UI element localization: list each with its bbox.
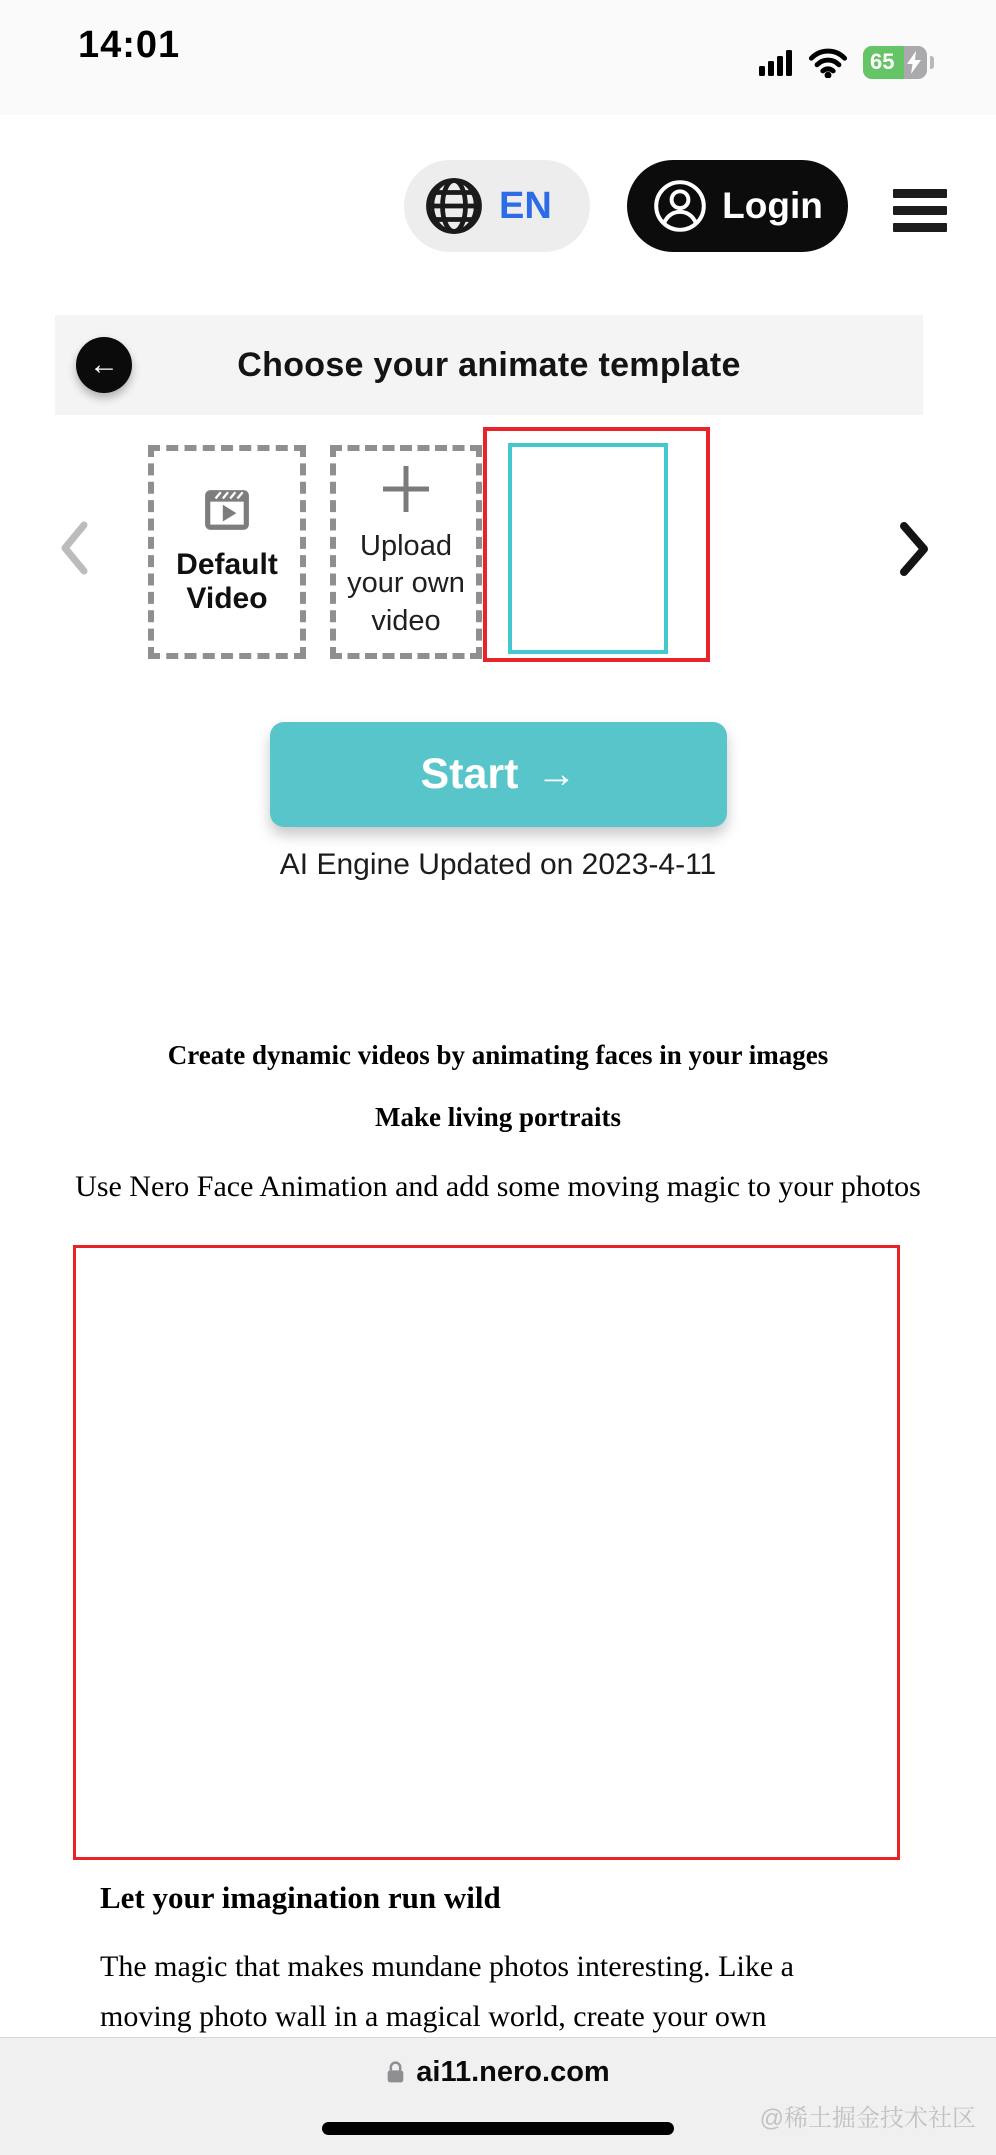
safari-bottom-bar <box>0 2037 996 2155</box>
language-label: EN <box>499 184 552 227</box>
login-label: Login <box>722 185 823 226</box>
address-bar[interactable] <box>0 2056 996 2089</box>
right-arrow-icon: → <box>536 752 577 796</box>
carousel-prev-button[interactable] <box>58 520 90 581</box>
template-card-upload-video[interactable] <box>330 445 482 659</box>
url-text: ai11.nero.com <box>416 2056 610 2088</box>
menu-bar <box>893 206 947 215</box>
battery-percent: 65 <box>870 48 895 74</box>
battery-charging-bolt-icon <box>907 51 921 74</box>
status-time: 14:01 <box>78 24 181 66</box>
marketing-subheading: Use Nero Face Animation and add some moving magic to your photos <box>75 1170 921 1203</box>
engine-update-note: AI Engine Updated on 2023-4-11 <box>279 848 717 881</box>
chevron-right-icon <box>899 522 929 576</box>
marketing-heading-line1: Create dynamic videos by animating faces in your images <box>167 1040 829 1070</box>
start-label: Start <box>420 750 519 798</box>
page-title: Choose your animate template <box>237 345 741 384</box>
menu-bar <box>893 223 947 232</box>
wifi-icon <box>808 47 848 78</box>
section-title: Let your imagination run wild <box>100 1880 501 1915</box>
back-arrow-icon: ← <box>89 348 119 381</box>
login-button[interactable] <box>627 160 848 252</box>
marketing-heading-line2: Make living portraits <box>375 1102 621 1132</box>
watermark-text: @稀土掘金技术社区 <box>759 2105 976 2132</box>
section-paragraph: The magic that makes mundane photos interesting. Like a moving photo wall in a magical world, create your own <box>100 1950 794 2033</box>
cellular-signal-icon <box>759 49 793 76</box>
start-button[interactable] <box>270 722 727 827</box>
selected-template-thumbnail <box>508 443 668 654</box>
lock-icon <box>386 2060 405 2085</box>
broken-image-placeholder <box>73 1245 900 1860</box>
template-chooser-bar <box>55 315 923 415</box>
globe-icon <box>424 176 484 236</box>
language-selector-button[interactable] <box>404 160 590 252</box>
video-icon <box>203 488 251 532</box>
chevron-left-icon <box>58 520 90 576</box>
battery-icon <box>863 46 927 79</box>
hamburger-menu-icon[interactable] <box>893 189 947 232</box>
selected-template-frame[interactable] <box>483 427 710 662</box>
template-card-default-video[interactable] <box>148 445 306 659</box>
home-indicator[interactable] <box>322 2122 674 2135</box>
menu-bar <box>893 189 947 198</box>
status-icons <box>759 44 934 80</box>
template-card-label: Default Video <box>176 548 278 615</box>
plus-icon <box>381 464 431 514</box>
battery-nub <box>930 56 934 69</box>
carousel-next-button[interactable] <box>899 522 929 581</box>
status-bar <box>0 0 996 115</box>
user-icon <box>652 178 708 234</box>
template-card-label: Upload your own video <box>347 530 465 637</box>
